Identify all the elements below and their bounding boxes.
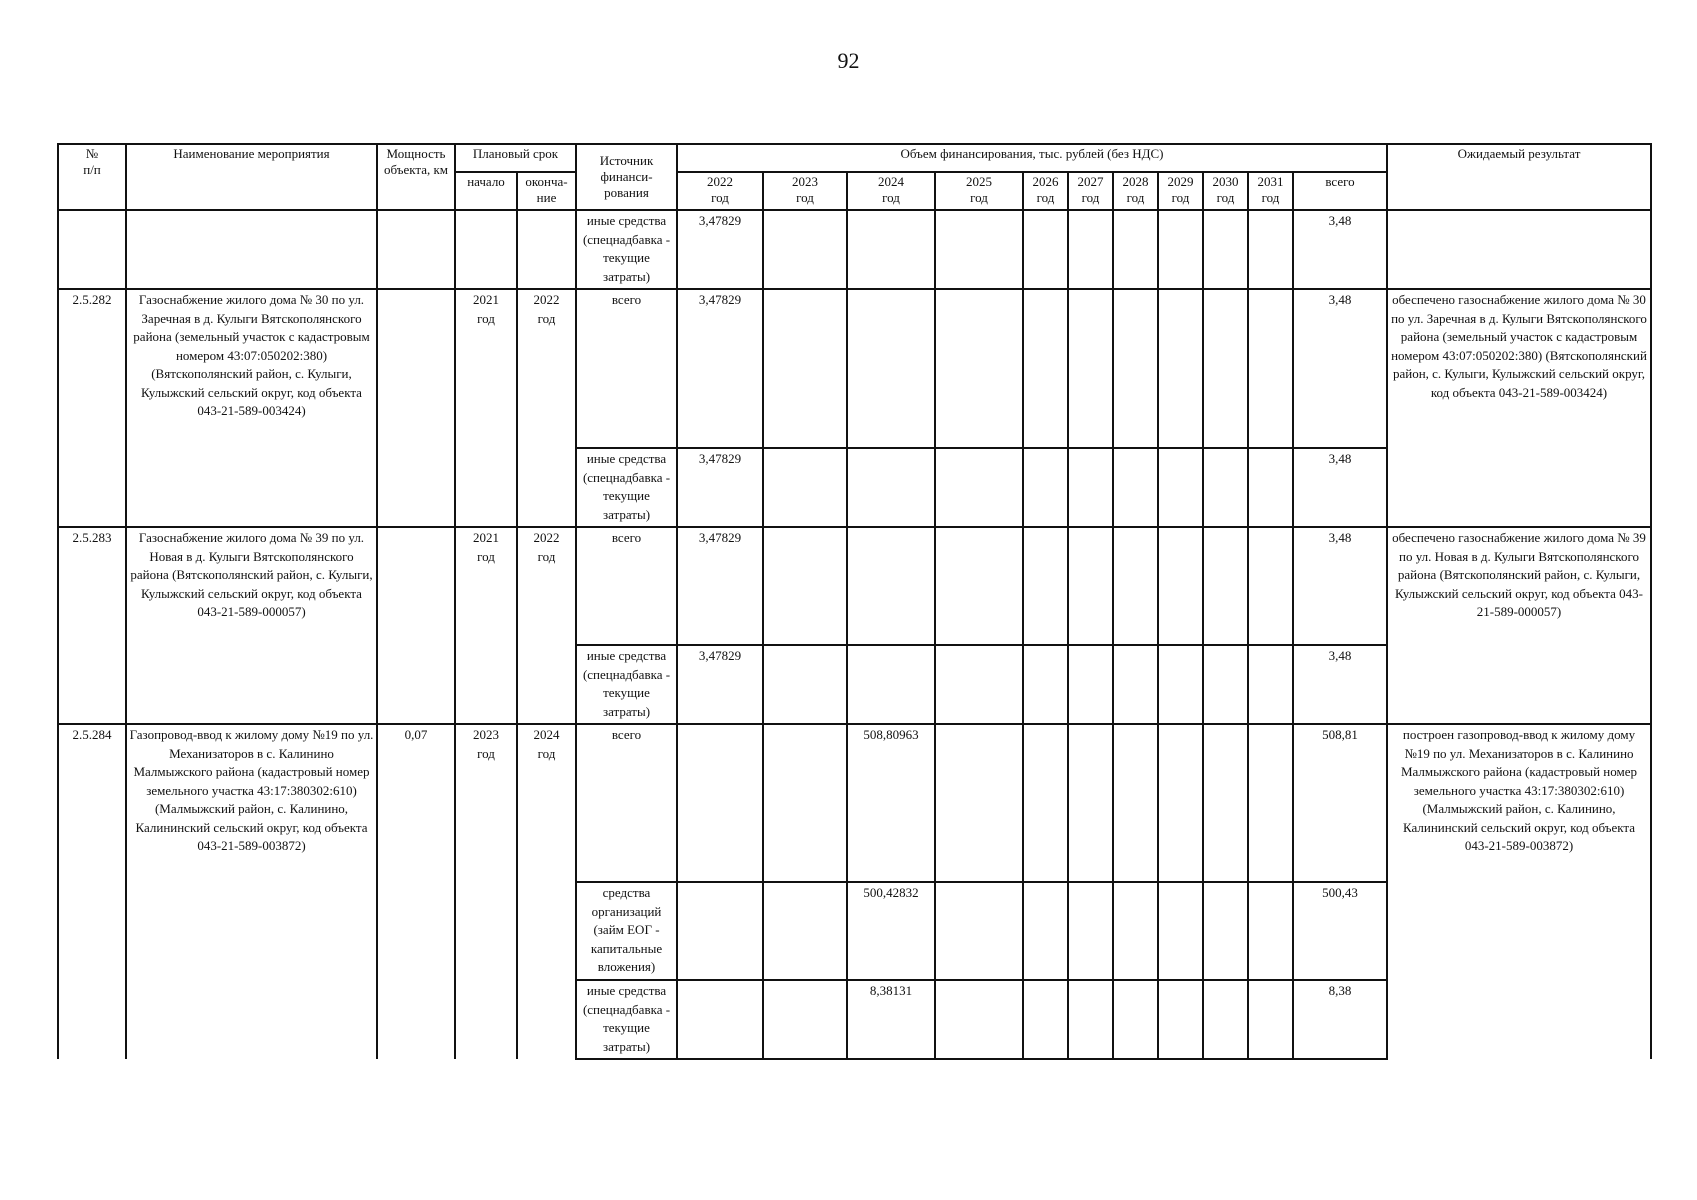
- value-cell: 8,38131: [847, 980, 935, 1059]
- table-row: [58, 527, 1651, 645]
- col-header-year: 2024 год: [847, 172, 935, 210]
- row-result: обеспечено газоснабжение жилого дома № 39 по ул. Новая в д. Кулыги Вятскополянского района (Вятскополянский район, с. Кулыги, Кулыжский сельский округ, код объекта 043-21-589-000057): [1387, 527, 1651, 724]
- row-end: 2022 год: [517, 289, 576, 527]
- table-row: [58, 210, 1651, 289]
- row-number: 2.5.284: [58, 724, 126, 1059]
- page-number: 92: [837, 48, 860, 73]
- total-cell: 508,81: [1293, 724, 1387, 882]
- row-capacity: 0,07: [377, 724, 455, 1059]
- col-header-year: 2031 год: [1248, 172, 1293, 210]
- row-result: построен газопровод-ввод к жилому дому №19 по ул. Механизаторов в с. Калинино Малмыжского района (кадастровый номер земельного участка 43:17:380302:610) (Малмыжский район, с. Калинино, Калининский сельский округ, код объекта 043-21-589-003872): [1387, 724, 1651, 1059]
- col-header-result: Ожидаемый результат: [1387, 144, 1651, 210]
- total-cell: 3,48: [1293, 527, 1387, 645]
- value-cell: 3,47829: [677, 289, 763, 448]
- value-cell: 3,47829: [677, 210, 763, 289]
- col-header-year: 2023 год: [763, 172, 847, 210]
- source-cell: всего: [576, 724, 677, 882]
- row-name: Газопровод-ввод к жилому дому №19 по ул. Механизаторов в с. Калинино Малмыжского района (кадастровый номер земельного участка 43:17:380302:610) (Малмыжский район, с. Калинино, Калининский сельский округ, код объекта 043-21-589-003872): [126, 724, 377, 1059]
- total-cell: 3,48: [1293, 210, 1387, 289]
- col-header-total: всего: [1293, 172, 1387, 210]
- source-cell: иные средства (спецнадбавка - текущие затраты): [576, 448, 677, 527]
- col-header-end: оконча- ние: [517, 172, 576, 210]
- total-cell: 500,43: [1293, 882, 1387, 980]
- source-cell: средства организаций (займ ЕОГ - капитальные вложения): [576, 882, 677, 980]
- source-cell: всего: [576, 289, 677, 448]
- row-start: 2021 год: [455, 527, 517, 724]
- col-header-year: 2026 год: [1023, 172, 1068, 210]
- source-cell: иные средства (спецнадбавка - текущие затраты): [576, 645, 677, 724]
- col-header-year: 2030 год: [1203, 172, 1248, 210]
- value-cell: 3,47829: [677, 645, 763, 724]
- row-result: обеспечено газоснабжение жилого дома № 30 по ул. Заречная в д. Кулыги Вятскополянского района (земельный участок с кадастровым номером 43:07:050202:380) (Вятскополянский район, с. Кулыги, Кулыжский сельский округ, код объекта 043-21-589-003424): [1387, 289, 1651, 527]
- row-name: Газоснабжение жилого дома № 30 по ул. Заречная в д. Кулыги Вятскополянского района (земельный участок с кадастровым номером 43:07:050202:380) (Вятскополянский район, с. Кулыги, Кулыжский сельский округ, код объекта 043-21-589-003424): [126, 289, 377, 527]
- row-name: Газоснабжение жилого дома № 39 по ул. Новая в д. Кулыги Вятскополянского района (Вятскополянский район, с. Кулыги, Кулыжский сельский округ, код объекта 043-21-589-000057): [126, 527, 377, 724]
- value-cell: 500,42832: [847, 882, 935, 980]
- funding-table: [57, 143, 1652, 1060]
- table-row: [58, 289, 1651, 448]
- total-cell: 3,48: [1293, 645, 1387, 724]
- total-cell: 3,48: [1293, 289, 1387, 448]
- row-end: 2022 год: [517, 527, 576, 724]
- value-cell: 508,80963: [847, 724, 935, 882]
- row-start: 2021 год: [455, 289, 517, 527]
- source-cell: иные средства (спецнадбавка - текущие затраты): [576, 210, 677, 289]
- table-row: [58, 724, 1651, 882]
- col-header-term: Плановый срок: [455, 144, 576, 172]
- row-number: 2.5.283: [58, 527, 126, 724]
- total-cell: 3,48: [1293, 448, 1387, 527]
- col-header-source: Источник финанси- рования: [576, 144, 677, 210]
- col-header-num: № п/п: [58, 144, 126, 210]
- header-row-1: [58, 144, 1651, 172]
- col-header-name: Наименование мероприятия: [126, 144, 377, 210]
- source-cell: иные средства (спецнадбавка - текущие затраты): [576, 980, 677, 1059]
- value-cell: 3,47829: [677, 527, 763, 645]
- col-header-year: 2022 год: [677, 172, 763, 210]
- col-header-capacity: Мощность объекта, км: [377, 144, 455, 210]
- row-capacity: [377, 527, 455, 724]
- col-header-year: 2029 год: [1158, 172, 1203, 210]
- source-cell: всего: [576, 527, 677, 645]
- col-header-funding: Объем финансирования, тыс. рублей (без НДС): [677, 144, 1387, 172]
- col-header-start: начало: [455, 172, 517, 210]
- value-cell: 3,47829: [677, 448, 763, 527]
- total-cell: 8,38: [1293, 980, 1387, 1059]
- row-start: 2023 год: [455, 724, 517, 1059]
- row-number: 2.5.282: [58, 289, 126, 527]
- col-header-year: 2025 год: [935, 172, 1023, 210]
- row-end: 2024 год: [517, 724, 576, 1059]
- col-header-year: 2028 год: [1113, 172, 1158, 210]
- row-capacity: [377, 289, 455, 527]
- col-header-year: 2027 год: [1068, 172, 1113, 210]
